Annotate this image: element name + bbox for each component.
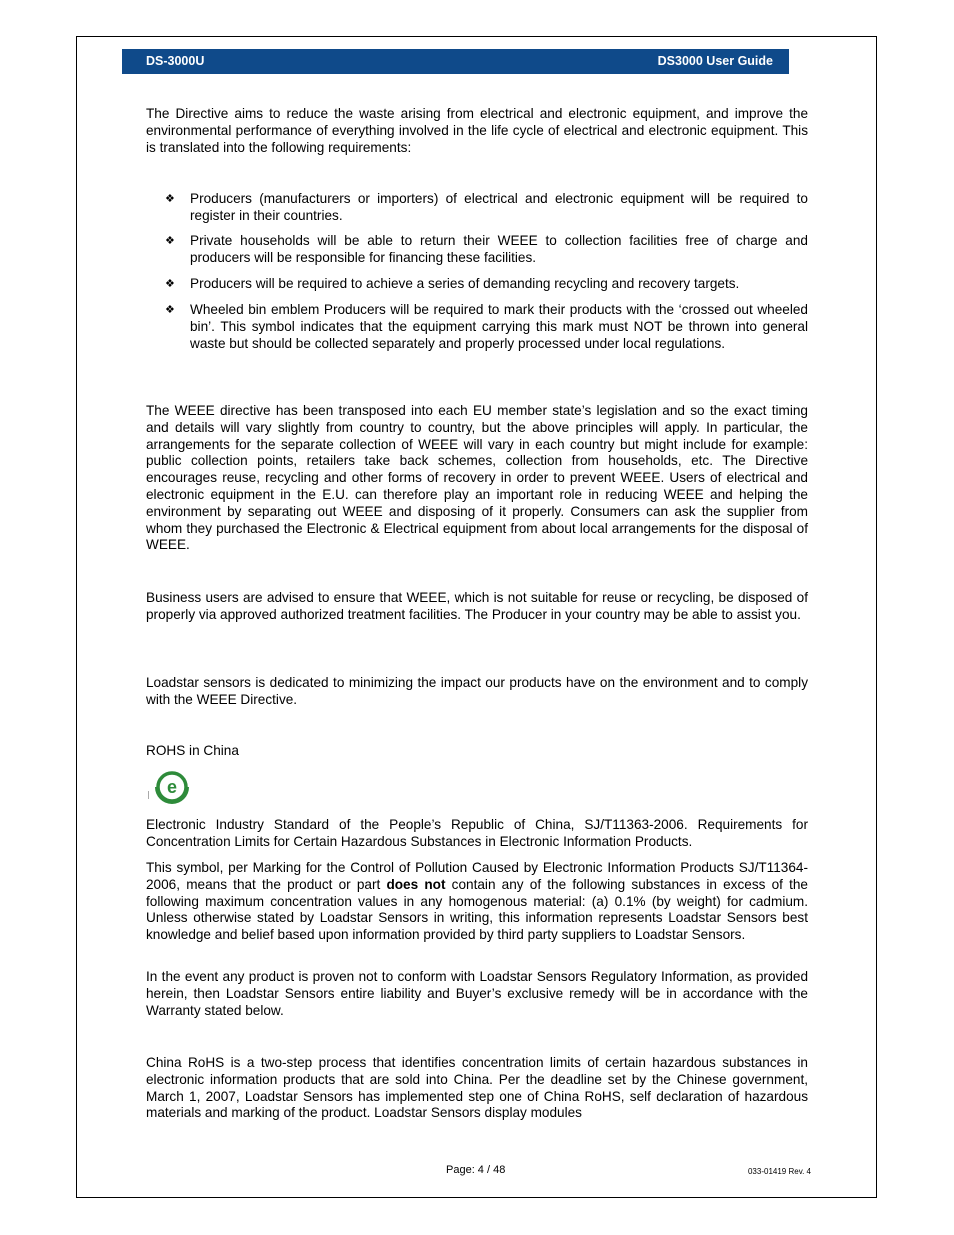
paragraph-loadstar-dedicated: Loadstar sensors is dedicated to minimizing the impact our products have on the environment and to comply with the WEEE Directive.	[146, 675, 808, 707]
paragraph-symbol-marking: This symbol, per Marking for the Control of Pollution Caused by Electronic Information Products SJ/T11364-2006, means that the product or part does not contain any of the following substances in excess of the following maximum concentration values in any homogenous material: (a) 0.1% (by weight) for cadmium. Unless otherwise stated by Loadstar Sensors in writing, this information represents Loadstar Sensors best knowledge and belief based upon information provided by third party suppliers to Loadstar Sensors.	[146, 860, 808, 943]
page-header	[122, 49, 789, 74]
header-guide-title: DS3000 User Guide	[657, 54, 773, 68]
paragraph-china-rohs-process: China RoHS is a two-step process that identifies concentration limits of certain hazardous substances in electronic information products that are sold into China. Per the deadline set by the Chinese government, March 1, 2007, Loadstar Sensors has implemented step one of China RoHS, self declaration of hazardous materials and marking of the product. Loadstar Sensors display modules	[146, 1055, 808, 1121]
diamond-bullet-icon: ❖	[165, 278, 175, 290]
diamond-bullet-icon: ❖	[165, 193, 175, 205]
section-title-rohs-china: ROHS in China	[146, 743, 239, 758]
bullet-text: Producers (manufacturers or importers) of electrical and electronic equipment will be required to register in their countries.	[190, 191, 808, 223]
paragraph-directive-aims: The Directive aims to reduce the waste arising from electrical and electronic equipment, and improve the environmental performance of everything involved in the life cycle of electrical and electronic equipment. This is translated into the following requirements:	[146, 106, 808, 155]
paragraph-weee-transposed: The WEEE directive has been transposed into each EU member state’s legislation and so the exact timing and details will vary slightly from country to country, but the above principles will apply. In particular, the arrangements for the separate collection of WEEE will vary in each country but might include for example: public collection points, retailers take back schemes, collection from households, etc. The Directive encourages reuse, recycling and other forms of recovery in order to prevent WEEE. Users of electrical and electronic equipment in the E.U. can therefore play an important role in reducing WEEE and helping the environment by separating out WEEE and disposing of it properly. Consumers can ask the supplier from whom they purchased the Electronic & Electrical equipment from about local arrangements for the disposal of WEEE.	[146, 403, 808, 553]
header-model: DS-3000U	[146, 54, 205, 68]
page-number: Page: 4 / 48	[446, 1164, 506, 1176]
paragraph-business-users: Business users are advised to ensure that WEEE, which is not suitable for reuse or recycling, be disposed of properly via approved authorized treatment facilities. The Producer in your country may be able to assist you.	[146, 590, 808, 622]
paragraph-electronic-standard: Electronic Industry Standard of the People’s Republic of China, SJ/T11363-2006. Requirements for Concentration Limits for Certain Hazardous Substances in Electronic Information Products.	[146, 817, 808, 849]
svg-text:e: e	[166, 777, 178, 797]
emphasis-does-not: does not	[386, 876, 446, 892]
document-revision: 033-01419 Rev. 4	[747, 1167, 811, 1176]
bullet-text: Producers will be required to achieve a series of demanding recycling and recovery targets.	[190, 276, 740, 291]
bullet-text: Wheeled bin emblem Producers will be required to mark their products with the ‘crossed out wheeled bin’. This symbol indicates that the equipment carrying this mark must NOT be thrown into general waste but should be collected separately and properly processed under local regulations.	[190, 302, 808, 351]
diamond-bullet-icon: ❖	[165, 304, 175, 316]
china-rohs-e-icon	[148, 769, 192, 805]
diamond-bullet-icon: ❖	[165, 235, 175, 247]
paragraph-conformity: In the event any product is proven not to conform with Loadstar Sensors Regulatory Information, as provided herein, then Loadstar Sensors entire liability and Buyer’s exclusive remedy will be in accordance with the Warranty stated below.	[146, 969, 808, 1018]
bullet-text: Private households will be able to return their WEEE to collection facilities free of charge and producers will be responsible for financing these facilities.	[190, 233, 808, 265]
